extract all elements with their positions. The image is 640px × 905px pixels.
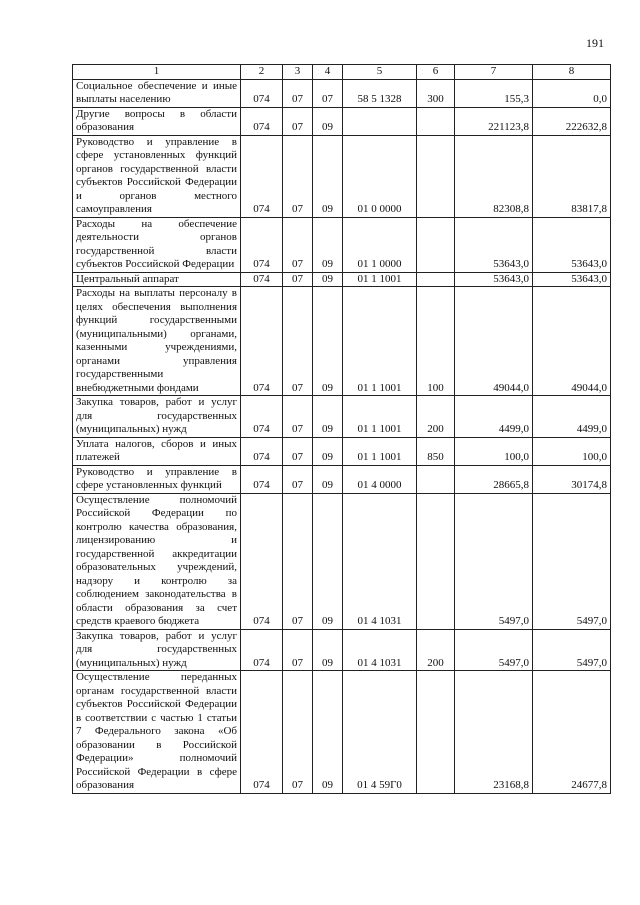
expense-type-cell: 850 [417, 437, 455, 465]
table-row [73, 671, 611, 794]
row-name-cell: Закупка товаров, работ и услуг для государственных (муниципальных) нужд [73, 396, 241, 438]
amount-year1-cell: 5497,0 [455, 493, 533, 629]
amount-year1-cell: 49044,0 [455, 287, 533, 396]
admin-code-cell: 074 [241, 396, 283, 438]
column-header: 2 [241, 65, 283, 80]
subsection-cell: 09 [313, 493, 343, 629]
subsection-cell: 09 [313, 465, 343, 493]
row-name-cell: Социальное обеспечение и иные выплаты населению [73, 79, 241, 107]
subsection-cell: 09 [313, 135, 343, 217]
admin-code-cell: 074 [241, 217, 283, 272]
row-name-cell: Другие вопросы в области образования [73, 107, 241, 135]
section-cell: 07 [283, 437, 313, 465]
column-header: 3 [283, 65, 313, 80]
amount-year2-cell: 100,0 [533, 437, 611, 465]
section-cell: 07 [283, 272, 313, 287]
admin-code-cell: 074 [241, 79, 283, 107]
table-row [73, 217, 611, 272]
row-name-cell: Осуществление полномочий Российской Федерации по контролю качества образования, лицензированию и государственной аккредитации образовательных учреждений, надзору и контролю за соблюдением законодательства в области образования за счет средств краевого бюджета [73, 493, 241, 629]
target-article-cell: 01 1 1001 [343, 272, 417, 287]
table-row [73, 629, 611, 671]
subsection-cell: 09 [313, 396, 343, 438]
column-header: 4 [313, 65, 343, 80]
amount-year1-cell: 53643,0 [455, 272, 533, 287]
section-cell: 07 [283, 396, 313, 438]
amount-year2-cell: 4499,0 [533, 396, 611, 438]
target-article-cell: 01 4 1031 [343, 629, 417, 671]
admin-code-cell: 074 [241, 272, 283, 287]
target-article-cell: 01 1 0000 [343, 217, 417, 272]
amount-year1-cell: 53643,0 [455, 217, 533, 272]
amount-year2-cell: 83817,8 [533, 135, 611, 217]
target-article-cell: 01 1 1001 [343, 396, 417, 438]
target-article-cell: 58 5 1328 [343, 79, 417, 107]
admin-code-cell: 074 [241, 671, 283, 794]
amount-year1-cell: 4499,0 [455, 396, 533, 438]
budget-table [72, 64, 611, 794]
admin-code-cell: 074 [241, 493, 283, 629]
amount-year2-cell: 53643,0 [533, 217, 611, 272]
table-row [73, 437, 611, 465]
amount-year1-cell: 23168,8 [455, 671, 533, 794]
subsection-cell: 09 [313, 629, 343, 671]
table-row [73, 107, 611, 135]
admin-code-cell: 074 [241, 465, 283, 493]
amount-year1-cell: 5497,0 [455, 629, 533, 671]
admin-code-cell: 074 [241, 107, 283, 135]
admin-code-cell: 074 [241, 629, 283, 671]
row-name-cell: Осуществление переданных органам государственной власти субъектов Российской Федерации в соответствии с частью 1 статьи 7 Федерального закона «Об образовании в Российской Федерации» полномочий Российской Федерации в сфере образования [73, 671, 241, 794]
expense-type-cell: 300 [417, 79, 455, 107]
row-name-cell: Уплата налогов, сборов и иных платежей [73, 437, 241, 465]
table-row [73, 396, 611, 438]
target-article-cell: 01 0 0000 [343, 135, 417, 217]
table-row [73, 272, 611, 287]
column-header: 8 [533, 65, 611, 80]
subsection-cell: 09 [313, 287, 343, 396]
admin-code-cell: 074 [241, 437, 283, 465]
amount-year2-cell: 49044,0 [533, 287, 611, 396]
column-header: 1 [73, 65, 241, 80]
amount-year1-cell: 82308,8 [455, 135, 533, 217]
amount-year1-cell: 221123,8 [455, 107, 533, 135]
row-name-cell: Расходы на выплаты персоналу в целях обеспечения выполнения функций государственными (муниципальными) органами, казенными учреждениями, органами управления государственными внебюджетными фондами [73, 287, 241, 396]
target-article-cell: 01 1 1001 [343, 287, 417, 396]
expense-type-cell [417, 272, 455, 287]
table-row [73, 135, 611, 217]
section-cell: 07 [283, 107, 313, 135]
row-name-cell: Центральный аппарат [73, 272, 241, 287]
section-cell: 07 [283, 493, 313, 629]
expense-type-cell [417, 493, 455, 629]
table-header-row [73, 65, 611, 80]
target-article-cell: 01 4 0000 [343, 465, 417, 493]
subsection-cell: 09 [313, 671, 343, 794]
table-row [73, 79, 611, 107]
table-row [73, 465, 611, 493]
section-cell: 07 [283, 629, 313, 671]
amount-year1-cell: 155,3 [455, 79, 533, 107]
amount-year2-cell: 5497,0 [533, 629, 611, 671]
target-article-cell [343, 107, 417, 135]
subsection-cell: 09 [313, 272, 343, 287]
expense-type-cell [417, 135, 455, 217]
table-row [73, 493, 611, 629]
expense-type-cell [417, 217, 455, 272]
amount-year2-cell: 24677,8 [533, 671, 611, 794]
expense-type-cell: 100 [417, 287, 455, 396]
target-article-cell: 01 4 1031 [343, 493, 417, 629]
amount-year2-cell: 53643,0 [533, 272, 611, 287]
section-cell: 07 [283, 135, 313, 217]
subsection-cell: 09 [313, 217, 343, 272]
expense-type-cell: 200 [417, 629, 455, 671]
expense-type-cell: 200 [417, 396, 455, 438]
expense-type-cell [417, 465, 455, 493]
column-header: 6 [417, 65, 455, 80]
section-cell: 07 [283, 79, 313, 107]
admin-code-cell: 074 [241, 135, 283, 217]
column-header: 7 [455, 65, 533, 80]
admin-code-cell: 074 [241, 287, 283, 396]
expense-type-cell [417, 107, 455, 135]
amount-year1-cell: 28665,8 [455, 465, 533, 493]
expense-type-cell [417, 671, 455, 794]
target-article-cell: 01 1 1001 [343, 437, 417, 465]
section-cell: 07 [283, 217, 313, 272]
amount-year2-cell: 0,0 [533, 79, 611, 107]
section-cell: 07 [283, 287, 313, 396]
subsection-cell: 09 [313, 107, 343, 135]
row-name-cell: Руководство и управление в сфере установленных функций [73, 465, 241, 493]
page-number: 191 [586, 36, 604, 50]
table-row [73, 287, 611, 396]
row-name-cell: Руководство и управление в сфере установленных функций органов государственной власти субъектов Российской Федерации и органов местного самоуправления [73, 135, 241, 217]
section-cell: 07 [283, 671, 313, 794]
section-cell: 07 [283, 465, 313, 493]
row-name-cell: Закупка товаров, работ и услуг для государственных (муниципальных) нужд [73, 629, 241, 671]
subsection-cell: 09 [313, 437, 343, 465]
amount-year2-cell: 30174,8 [533, 465, 611, 493]
column-header: 5 [343, 65, 417, 80]
row-name-cell: Расходы на обеспечение деятельности органов государственной власти субъектов Российской Федерации [73, 217, 241, 272]
amount-year1-cell: 100,0 [455, 437, 533, 465]
target-article-cell: 01 4 59Г0 [343, 671, 417, 794]
amount-year2-cell: 222632,8 [533, 107, 611, 135]
amount-year2-cell: 5497,0 [533, 493, 611, 629]
subsection-cell: 07 [313, 79, 343, 107]
